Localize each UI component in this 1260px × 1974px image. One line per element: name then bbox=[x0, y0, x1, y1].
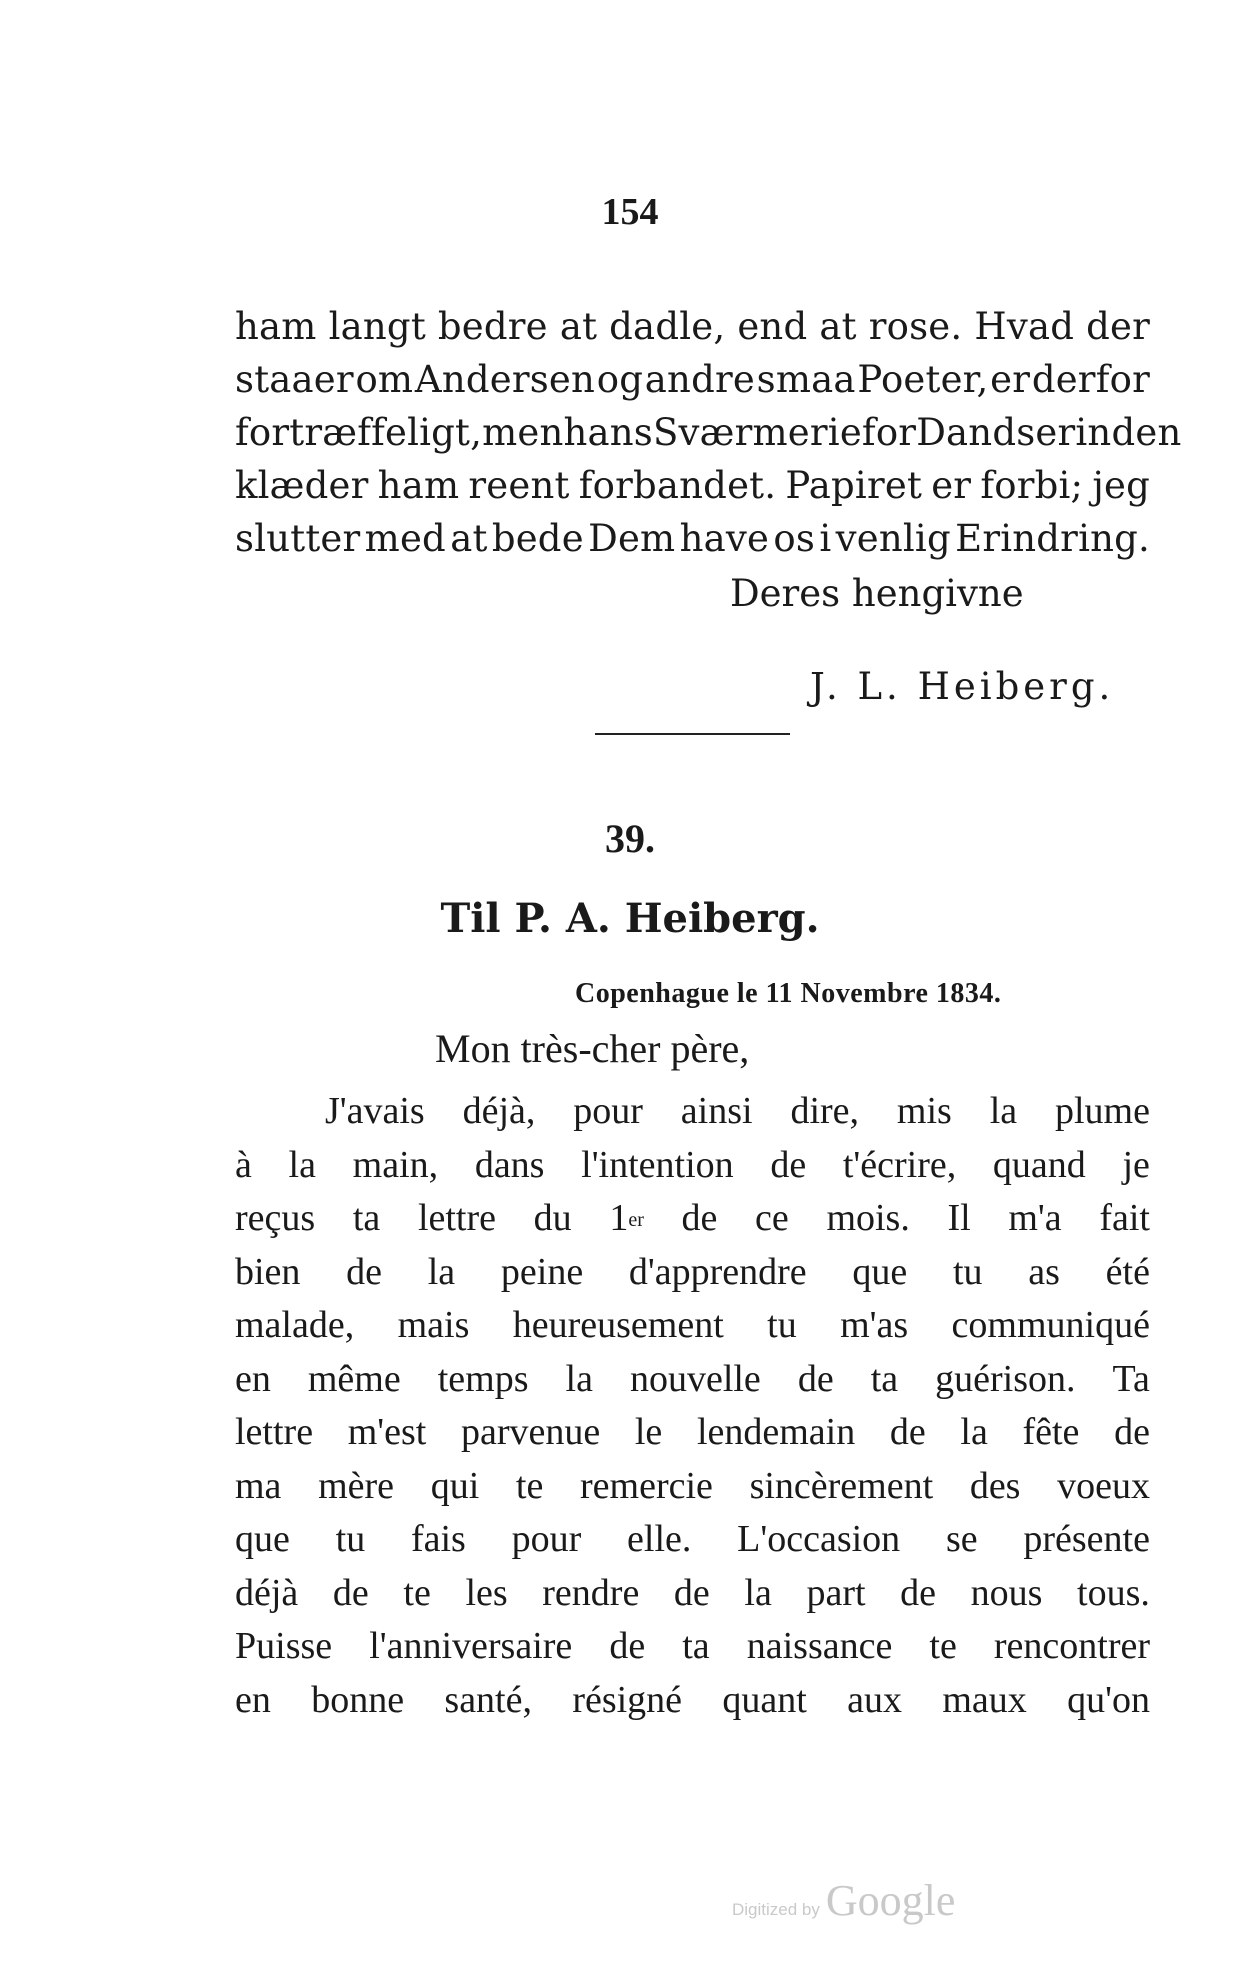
word: aux bbox=[847, 1678, 903, 1721]
letter-number: 39. bbox=[605, 816, 655, 861]
word: remercie bbox=[580, 1464, 713, 1507]
word: part bbox=[806, 1571, 866, 1614]
word: Il bbox=[947, 1197, 971, 1239]
word: m'as bbox=[840, 1304, 909, 1346]
word: og bbox=[596, 358, 644, 401]
word: andre bbox=[644, 358, 755, 401]
word: nouvelle bbox=[629, 1357, 761, 1400]
word: je bbox=[1122, 1143, 1150, 1186]
letter-body bbox=[235, 1085, 1150, 1727]
word: ham bbox=[377, 464, 460, 507]
word: Dem bbox=[588, 517, 676, 560]
letter-dateline: Copenhague le 11 Novembre 1834. bbox=[575, 978, 1002, 1009]
word: m'a bbox=[1008, 1197, 1062, 1239]
word: communiqué bbox=[951, 1304, 1150, 1346]
text-line bbox=[235, 300, 1150, 353]
word: m'est bbox=[347, 1411, 427, 1453]
word: ma bbox=[235, 1464, 282, 1507]
word: te bbox=[515, 1464, 544, 1507]
word: de bbox=[609, 1625, 646, 1667]
word: heureusement bbox=[512, 1304, 724, 1346]
word: résigné bbox=[572, 1678, 683, 1721]
letter-recipient: Til P. A. Heiberg. bbox=[440, 895, 820, 942]
word: have bbox=[679, 517, 770, 560]
word: bede bbox=[491, 517, 584, 560]
word: maux bbox=[942, 1678, 1027, 1721]
word: déjà, bbox=[462, 1090, 536, 1132]
section-divider bbox=[595, 733, 790, 735]
word: rose. bbox=[868, 305, 963, 348]
text-line bbox=[235, 1299, 1150, 1353]
text-line bbox=[235, 1139, 1150, 1193]
word: Ta bbox=[1112, 1357, 1150, 1400]
word: derfor bbox=[1031, 358, 1150, 401]
word: tu bbox=[767, 1304, 797, 1346]
word: hans bbox=[563, 411, 653, 454]
word: la bbox=[565, 1357, 593, 1400]
word: at bbox=[450, 517, 488, 560]
word: sincèrement bbox=[749, 1464, 934, 1507]
word: tu bbox=[335, 1518, 366, 1560]
word: reçus bbox=[235, 1197, 316, 1239]
word: la bbox=[989, 1090, 1018, 1132]
word: te bbox=[403, 1571, 431, 1614]
word: de bbox=[346, 1250, 383, 1293]
word: en bbox=[235, 1678, 271, 1721]
word: er bbox=[990, 358, 1031, 401]
word: ce bbox=[755, 1197, 789, 1239]
word: peine bbox=[500, 1250, 584, 1293]
digitized-watermark bbox=[732, 1875, 955, 1926]
word: voeux bbox=[1057, 1464, 1150, 1507]
word: Sværmerie bbox=[653, 411, 862, 454]
word: med bbox=[364, 517, 446, 560]
word: en bbox=[235, 1357, 271, 1400]
word: nous bbox=[970, 1571, 1043, 1614]
word: la bbox=[960, 1411, 988, 1453]
word: quand bbox=[992, 1143, 1086, 1186]
word: mère bbox=[318, 1464, 395, 1507]
word: tous. bbox=[1077, 1571, 1150, 1614]
text-line bbox=[235, 1192, 1150, 1246]
text-line bbox=[235, 1085, 1150, 1139]
word: pour bbox=[573, 1090, 643, 1132]
word: la bbox=[427, 1250, 456, 1293]
word: rendre bbox=[542, 1571, 640, 1614]
word: main, bbox=[352, 1143, 439, 1186]
word: qui bbox=[430, 1464, 480, 1507]
word: des bbox=[969, 1464, 1021, 1507]
word: Papiret bbox=[785, 464, 923, 507]
word: fortræffeligt, bbox=[235, 411, 483, 454]
word: plume bbox=[1055, 1090, 1150, 1132]
text-line bbox=[235, 1567, 1150, 1621]
word: lettre bbox=[235, 1411, 314, 1453]
word: fait bbox=[1099, 1197, 1150, 1239]
word: at bbox=[559, 305, 598, 348]
word: as bbox=[1028, 1250, 1060, 1293]
word: bonne bbox=[311, 1678, 405, 1721]
word: que bbox=[852, 1250, 908, 1293]
word: Andersen bbox=[414, 358, 596, 401]
word: dans bbox=[474, 1143, 545, 1186]
google-logo: Google bbox=[825, 1876, 956, 1925]
word: que bbox=[235, 1518, 290, 1560]
word: à bbox=[235, 1143, 252, 1186]
word: staaer bbox=[235, 358, 354, 401]
word: mais bbox=[397, 1304, 470, 1346]
text-line bbox=[235, 512, 1150, 565]
word: lendemain bbox=[696, 1411, 856, 1453]
word: er bbox=[931, 464, 972, 507]
word: malade, bbox=[235, 1304, 355, 1346]
word: quant bbox=[722, 1678, 807, 1721]
letter-signature: J. L. Heiberg. bbox=[810, 665, 1115, 708]
word: ta bbox=[870, 1357, 899, 1400]
word: guérison. bbox=[935, 1357, 1076, 1400]
text-line bbox=[235, 1246, 1150, 1300]
watermark-prefix: Digitized by bbox=[732, 1900, 820, 1919]
word: de bbox=[770, 1143, 807, 1186]
word: été bbox=[1105, 1250, 1150, 1293]
word: Poeter, bbox=[857, 358, 989, 401]
word: la bbox=[744, 1571, 772, 1614]
word: J'avais bbox=[325, 1090, 425, 1132]
word: Hvad bbox=[974, 305, 1075, 348]
word: end bbox=[737, 305, 808, 348]
text-line bbox=[235, 1460, 1150, 1514]
word: d'apprendre bbox=[628, 1250, 807, 1293]
word: santé, bbox=[444, 1678, 532, 1721]
text-line bbox=[235, 1513, 1150, 1567]
word: men bbox=[482, 411, 564, 454]
word: Erindring. bbox=[955, 517, 1150, 560]
word: temps bbox=[437, 1357, 529, 1400]
text-line bbox=[235, 1674, 1150, 1728]
word: for bbox=[861, 411, 917, 454]
word: jeg bbox=[1092, 464, 1150, 507]
word: reent bbox=[468, 464, 570, 507]
word: de bbox=[797, 1357, 834, 1400]
word: de bbox=[673, 1571, 710, 1614]
text-line bbox=[235, 1406, 1150, 1460]
word: de bbox=[681, 1197, 718, 1239]
word: ta bbox=[352, 1197, 381, 1239]
word: mois. bbox=[826, 1197, 910, 1239]
word: slutter bbox=[235, 517, 361, 560]
word: smaa bbox=[756, 358, 856, 401]
word: présente bbox=[1023, 1518, 1150, 1560]
word: même bbox=[307, 1357, 401, 1400]
word: L'occasion bbox=[737, 1518, 901, 1560]
word: tu bbox=[953, 1250, 983, 1293]
word: déjà bbox=[235, 1571, 299, 1614]
word: at bbox=[819, 305, 857, 348]
word: parvenue bbox=[460, 1411, 601, 1453]
text-line bbox=[235, 406, 1182, 459]
word: der bbox=[1086, 305, 1150, 348]
word: rencontrer bbox=[993, 1625, 1150, 1667]
text-line bbox=[235, 459, 1150, 512]
letter-salutation: Mon très-cher père, bbox=[435, 1026, 750, 1071]
fraktur-paragraph bbox=[235, 300, 1182, 565]
word: langt bbox=[328, 305, 426, 348]
word: 1er bbox=[609, 1197, 644, 1239]
word: venlig bbox=[835, 517, 951, 560]
word: klæder bbox=[235, 464, 369, 507]
word: bedre bbox=[437, 305, 548, 348]
word: forbandet. bbox=[578, 464, 777, 507]
word: du bbox=[533, 1197, 572, 1239]
text-line bbox=[235, 353, 1150, 406]
word: lettre bbox=[417, 1197, 496, 1239]
word: om bbox=[355, 358, 414, 401]
word: le bbox=[634, 1411, 663, 1453]
word: pour bbox=[511, 1518, 582, 1560]
word: qu'on bbox=[1067, 1678, 1150, 1721]
word: de bbox=[1114, 1411, 1150, 1453]
word: de bbox=[889, 1411, 926, 1453]
word: ta bbox=[682, 1625, 710, 1667]
word: fais bbox=[410, 1518, 466, 1560]
word: de bbox=[332, 1571, 369, 1614]
word: Puisse bbox=[235, 1625, 333, 1667]
word: te bbox=[929, 1625, 957, 1667]
word: i bbox=[819, 517, 832, 560]
word: t'écrire, bbox=[842, 1143, 957, 1186]
word: les bbox=[465, 1571, 508, 1614]
word: de bbox=[900, 1571, 937, 1614]
word: dire, bbox=[790, 1090, 860, 1132]
word: dadle, bbox=[609, 305, 726, 348]
word: Dandserinden bbox=[916, 411, 1182, 454]
word: ham bbox=[235, 305, 317, 348]
word: fête bbox=[1022, 1411, 1080, 1453]
page-number: 154 bbox=[601, 191, 659, 233]
word: elle. bbox=[627, 1518, 692, 1560]
word: l'intention bbox=[581, 1143, 734, 1186]
word: os bbox=[773, 517, 816, 560]
word: forbi; bbox=[980, 464, 1084, 507]
word: ainsi bbox=[680, 1090, 753, 1132]
word: mis bbox=[896, 1090, 952, 1132]
word: se bbox=[945, 1518, 978, 1560]
word: naissance bbox=[746, 1625, 893, 1667]
word: la bbox=[288, 1143, 316, 1186]
letter-closing: Deres hengivne bbox=[730, 572, 1024, 615]
text-line bbox=[235, 1620, 1150, 1674]
word: l'anniversaire bbox=[369, 1625, 573, 1667]
word: bien bbox=[235, 1250, 301, 1293]
text-line bbox=[235, 1353, 1150, 1407]
